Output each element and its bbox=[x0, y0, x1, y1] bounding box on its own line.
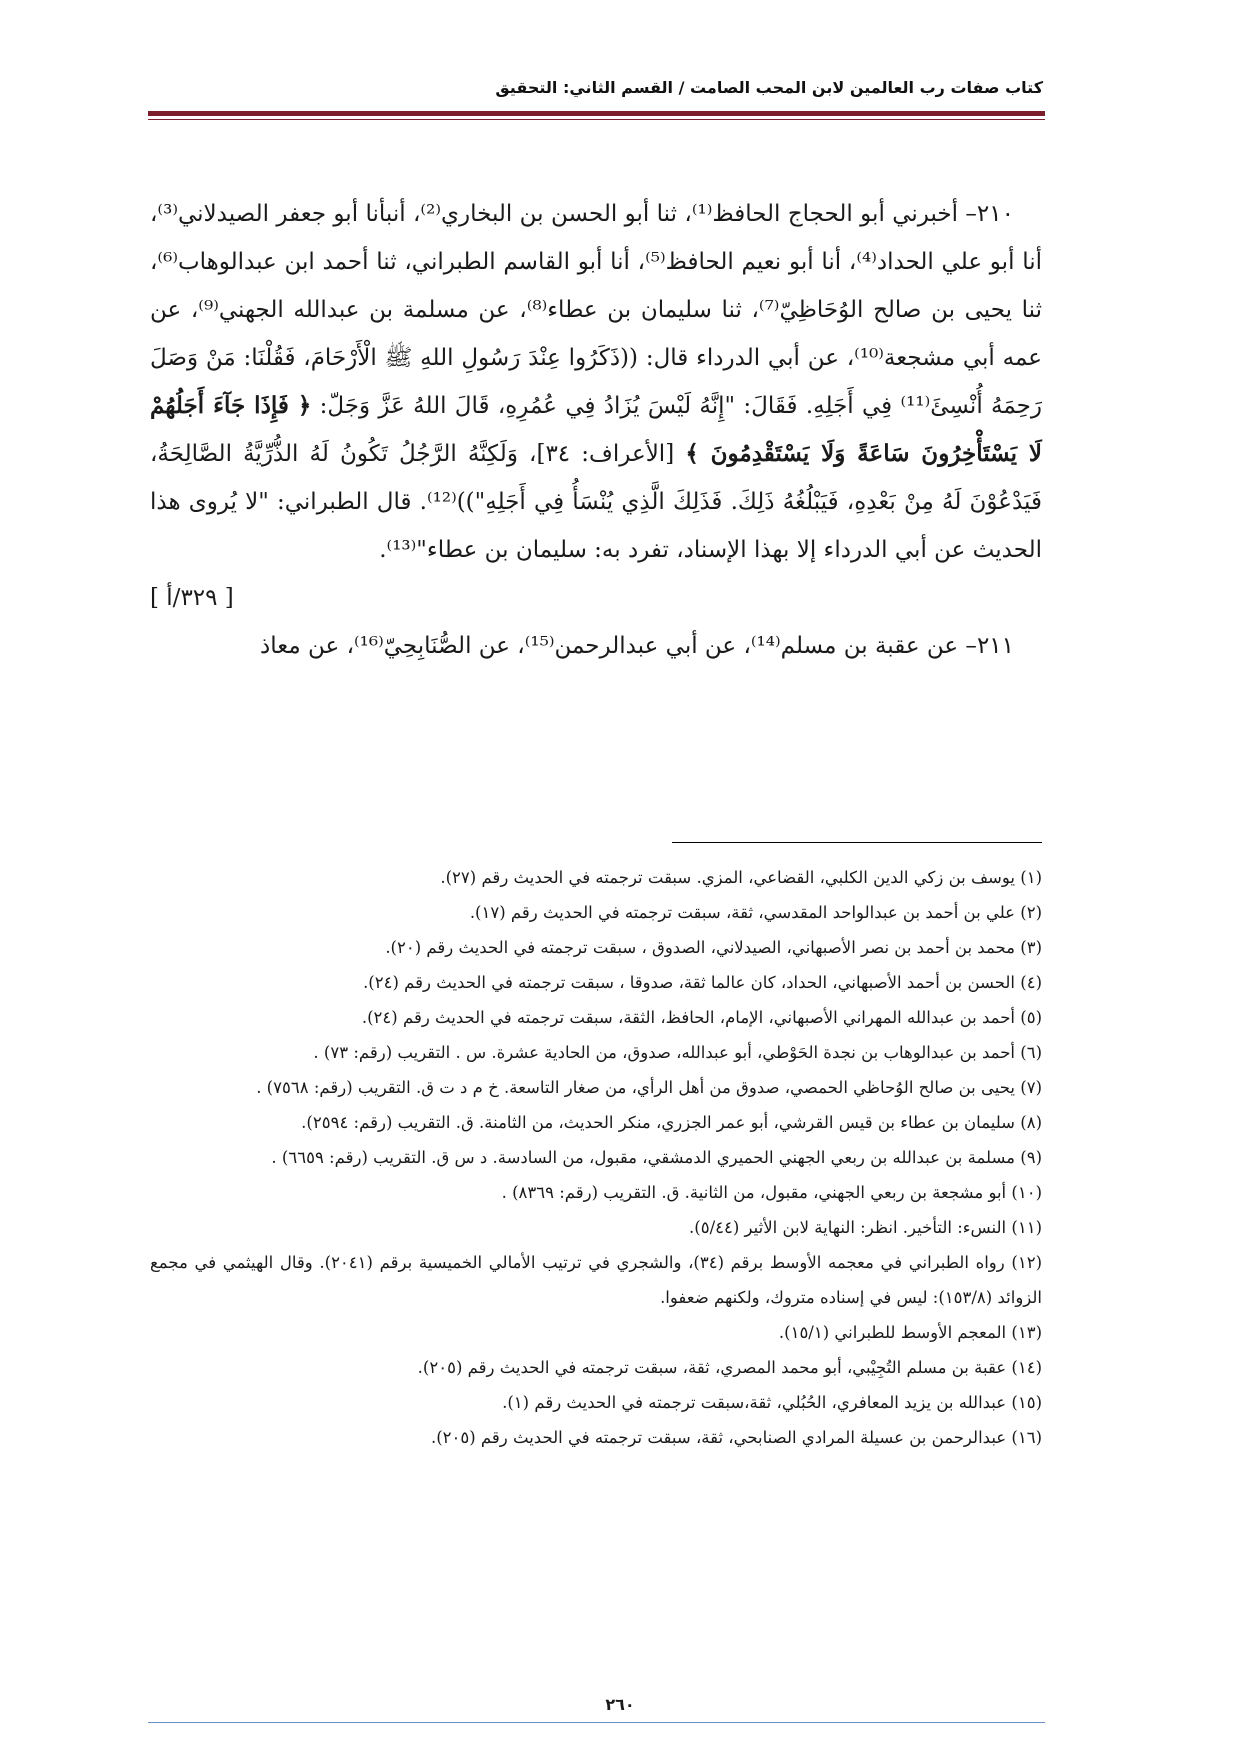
footnote-item: (١٦) عبدالرحمن بن عسيلة المرادي الصنابحي، ثقة، سبقت ترجمته في الحديث رقم (٢٠٥). bbox=[430, 1428, 1042, 1447]
hadith-210-paragraph bbox=[150, 190, 1042, 574]
footnote-item: (٣) محمد بن أحمد بن نصر الأصبهاني، الصيدلاني، الصدوق ، سبقت ترجمته في الحديث رقم (٢٠). bbox=[385, 938, 1042, 957]
header-rule-thin bbox=[148, 119, 1045, 120]
footnote-item: (١٥) عبدالله بن يزيد المعافري، الحُبُلي، ثقة،سبقت ترجمته في الحديث رقم (١). bbox=[502, 1393, 1042, 1412]
footnote-item: (١٢) رواه الطبراني في معجمه الأوسط برقم (٣٤)، والشجري في ترتيب الأمالي الخميسية برقم (٢٠٤١). وقال الهيثمي في مجمع الزوائد (١٥٣/٨): ليس في إسناده متروك، ولكنهم ضعفوا. bbox=[150, 1253, 1042, 1307]
manuscript-page-reference: [ ٣٢٩/أ ] bbox=[150, 585, 234, 611]
running-header-title: كتاب صفات رب العالمين لابن المحب الصامت / القسم الثاني: التحقيق bbox=[495, 78, 1043, 97]
header-rule-thick bbox=[148, 111, 1045, 116]
footnote-item: (٢) علي بن أحمد بن عبدالواحد المقدسي، ثقة، سبقت ترجمته في الحديث رقم (١٧). bbox=[469, 903, 1042, 922]
page-number: ٢٦٠ bbox=[605, 1695, 635, 1714]
footnote-item: (١) يوسف بن زكي الدين الكلبي، القضاعي، المزي. سبقت ترجمته في الحديث رقم (٢٧). bbox=[440, 868, 1042, 887]
footnote-item: (١٠) أبو مشجعة بن ربعي الجهني، مقبول، من الثانية. ق. التقريب (رقم: ٨٣٦٩) . bbox=[501, 1183, 1042, 1202]
footer-rule bbox=[148, 1722, 1045, 1723]
hadith-210-text: ٢١٠– أخبرني أبو الحجاج الحافظ⁽¹⁾، ثنا أبو الحسن بن البخاري⁽²⁾، أنبأنا أبو جعفر الصيدلاني⁽³⁾، أنا أبو علي الحداد⁽⁴⁾، أنا أبو نعيم الحافظ⁽⁵⁾، أنا أبو القاسم الطبراني، ثنا أحمد ابن عبدالوهاب⁽⁶⁾، ثنا يحيى بن صالح الوُحَاظِيّ⁽⁷⁾، ثنا سليمان بن عطاء⁽⁸⁾، عن مسلمة بن عبدالله الجهني⁽⁹⁾، عن عمه أبي مشجعة⁽¹⁰⁾، عن أبي الدرداء قال: ((ذَكَرُوا عِنْدَ رَسُولِ اللهِ ﷺ الْأَرْحَامَ، فَقُلْنَا: مَنْ وَصَلَ رَحِمَهُ أُنْسِئَ⁽¹¹⁾ فِي أَجَلِهِ. فَقَالَ: "إِنَّهُ لَيْسَ يُزَادُ فِي عُمُرِهِ، قَالَ اللهُ عَزَّ وَجَلّ: bbox=[150, 201, 1043, 419]
footnote-item: (٥) أحمد بن عبدالله المهراني الأصبهاني، الإمام، الحافظ، الثقة، سبقت ترجمته في الحديث رقم (٢٤). bbox=[361, 1008, 1042, 1027]
footnote-separator bbox=[672, 842, 1042, 843]
main-text-body bbox=[150, 190, 1042, 670]
footnote-item: (٦) أحمد بن عبدالوهاب بن نجدة الحَوْطي، أبو عبدالله، صدوق، من الحادية عشرة. س . التقريب (رقم: ٧٣) . bbox=[313, 1043, 1042, 1062]
hadith-211-paragraph: ٢١١– عن عقبة بن مسلم⁽¹⁴⁾، عن أبي عبدالرحمن⁽¹⁵⁾، عن الصُّنَابِحِيّ⁽¹⁶⁾، عن معاذ bbox=[260, 633, 1014, 659]
footnote-item: (١٤) عقبة بن مسلم التُجِيْبي، أبو محمد المصري، ثقة، سبقت ترجمته في الحديث رقم (٢٠٥). bbox=[417, 1358, 1042, 1377]
footnote-item: (٤) الحسن بن أحمد الأصبهاني، الحداد، كان عالما ثقة، صدوقا ، سبقت ترجمته في الحديث رقم (٢٤). bbox=[363, 973, 1042, 992]
quran-verse: ﴿ فَإِذَا جَآءَ أَجَلُهُمْ لَا يَسْتَأْخِرُونَ سَاعَةً وَلَا يَسْتَقْدِمُونَ ﴾ bbox=[150, 392, 1043, 467]
hadith-210-continuation: [الأعراف: ٣٤]، وَلَكِنَّهُ الرَّجُلُ تَكُونُ لَهُ الذُّرِّيَّةُ الصَّالِحَةُ، فَيَدْعُوْنَ لَهُ مِنْ بَعْدِهِ، فَيَبْلُغُهُ ذَلِكَ. فَذَلِكَ الَّذِي يُنْسَأُ فِي أَجَلِهِ"))⁽¹²⁾. قال الطبراني: "لا يُروى هذا الحديث عن أبي الدرداء إلا بهذا الإسناد، تفرد به: سليمان بن عطاء"⁽¹³⁾. bbox=[150, 441, 1042, 563]
footnote-item: (٧) يحيى بن صالح الوُحاظي الحمصي، صدوق من أهل الرأي، من صغار التاسعة. خ م د ت ق. التقريب (رقم: ٧٥٦٨) . bbox=[256, 1078, 1042, 1097]
footnote-item: (٨) سليمان بن عطاء بن قيس القرشي، أبو عمر الجزري، منكر الحديث، من الثامنة. ق. التقريب (رقم: ٢٥٩٤). bbox=[301, 1113, 1042, 1132]
footnotes-section bbox=[150, 860, 1042, 1455]
footnote-item: (٩) مسلمة بن عبدالله بن ربعي الجهني الحميري الدمشقي، مقبول، من السادسة. د س ق. التقريب (رقم: ٦٦٥٩) . bbox=[271, 1148, 1042, 1167]
footnote-item: (١١) النسء: التأخير. انظر: النهاية لابن الأثير (٥/٤٤). bbox=[689, 1218, 1042, 1237]
footnote-item: (١٣) المعجم الأوسط للطبراني (١٥/١). bbox=[778, 1323, 1042, 1342]
